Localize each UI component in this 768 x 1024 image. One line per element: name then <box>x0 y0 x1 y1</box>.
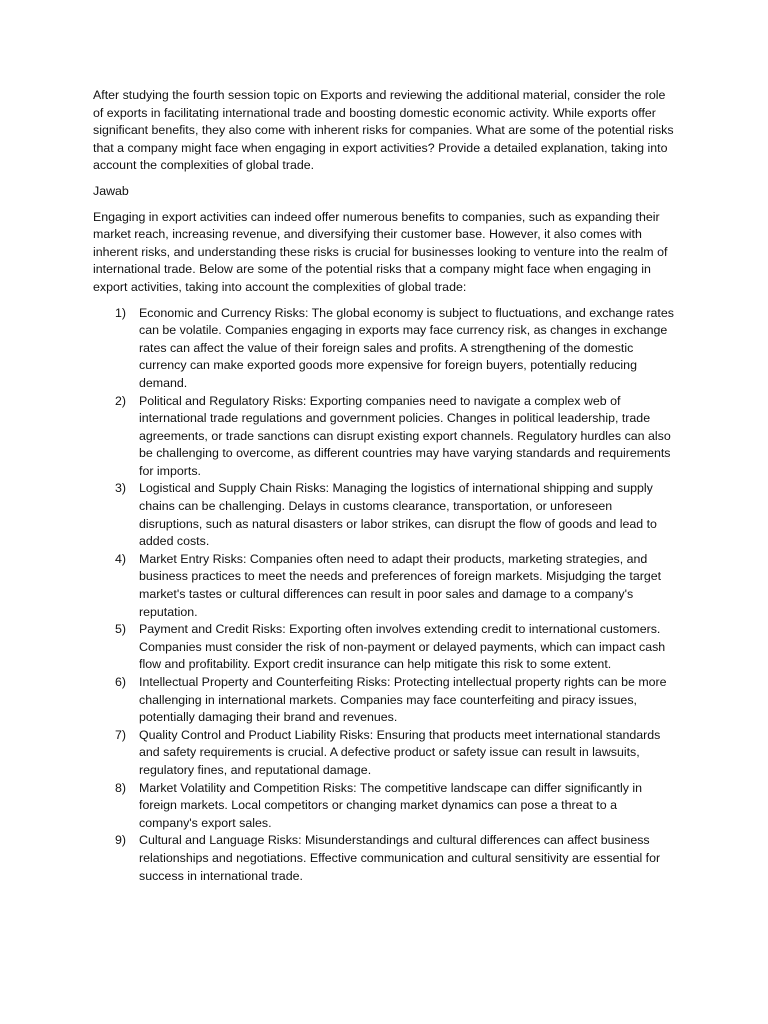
list-item-text: Payment and Credit Risks: Exporting often involves extending credit to international customers. Companies must consider the risk of non-payment or delayed payments, which can impact cash flow and profitability. Export credit insurance can help mitigate this risk to some extent. <box>139 622 666 672</box>
list-item <box>93 832 678 885</box>
list-item <box>93 480 678 550</box>
list-item-number: 4) <box>115 551 127 566</box>
list-item <box>93 621 678 674</box>
list-item-number: 3) <box>115 481 127 496</box>
list-item <box>93 674 678 727</box>
list-item <box>93 551 678 621</box>
risk-list <box>93 305 678 886</box>
list-item <box>93 393 678 481</box>
list-item-text: Market Entry Risks: Companies often need to adapt their products, marketing strategies, and business practices to meet the needs and preferences of foreign markets. Misjudging the target market's tastes or cultural differences can result in poor sales and damage to a company's reputation. <box>139 551 662 619</box>
list-item-number: 9) <box>115 833 127 848</box>
list-item-text: Economic and Currency Risks: The global economy is subject to fluctuations, and exchange rates can be volatile. Companies engaging in exports may face currency risk, as changes in exchange rates can affect the value of their foreign sales and profits. A strengthening of the domestic currency can make exported goods more expensive for foreign buyers, potentially reducing demand. <box>139 305 674 390</box>
list-item-number: 8) <box>115 780 127 795</box>
list-item-number: 7) <box>115 727 127 742</box>
list-item-text: Market Volatility and Competition Risks: The competitive landscape can differ significantly in foreign markets. Local competitors or changing market dynamics can pose a threat to a company's export sales. <box>139 780 642 830</box>
list-item-text: Logistical and Supply Chain Risks: Managing the logistics of international shipping and supply chains can be challenging. Delays in customs clearance, transportation, or unforeseen disruptions, such as natural disasters or labor strikes, can disrupt the flow of goods and lead to added costs. <box>139 481 657 549</box>
document-body <box>93 87 678 885</box>
question-paragraph: After studying the fourth session topic on Exports and reviewing the additional material, consider the role of exports in facilitating international trade and boosting domestic economic activity. While exports offer significant benefits, they also come with inherent risks for companies. What are some of the potential risks that a company might face when engaging in export activities? Provide a detailed explanation, taking into account the complexities of global trade. <box>93 88 674 173</box>
intro-paragraph: Engaging in export activities can indeed offer numerous benefits to companies, such as expanding their market reach, increasing revenue, and diversifying their customer base. However, it also comes with inherent risks, and understanding these risks is crucial for businesses looking to venture into the realm of international trade. Below are some of the potential risks that a company might face when engaging in export activities, taking into account the complexities of global trade: <box>93 209 668 294</box>
list-item-number: 6) <box>115 675 127 689</box>
list-item-text: Quality Control and Product Liability Risks: Ensuring that products meet international standards and safety requirements is crucial. A defective product or safety issue can result in lawsuits, regulatory fines, and reputational damage. <box>139 727 661 777</box>
list-item-number: 1) <box>115 305 127 320</box>
list-item-text: Political and Regulatory Risks: Exporting companies need to navigate a complex web of international trade regulations and government policies. Changes in political leadership, trade agreements, or trade sanctions can disrupt existing export channels. Regulatory hurdles can also be challenging to overcome, as different countries may have varying standards and requirements for imports. <box>139 393 671 478</box>
list-item <box>93 727 678 780</box>
list-item-number: 5) <box>115 622 127 637</box>
list-item-text: Cultural and Language Risks: Misunderstandings and cultural differences can affect business relationships and negotiations. Effective communication and cultural sensitivity are essential for success in international trade. <box>139 833 661 883</box>
list-item <box>93 780 678 833</box>
answer-label: Jawab <box>93 183 129 198</box>
list-item <box>93 305 678 393</box>
list-item-text: Intellectual Property and Counterfeiting Risks: Protecting intellectual property rights can be more challenging in international markets. Companies may face counterfeiting and piracy issues, potentially damaging their brand and revenues. <box>139 675 667 725</box>
list-item-number: 2) <box>115 393 127 408</box>
